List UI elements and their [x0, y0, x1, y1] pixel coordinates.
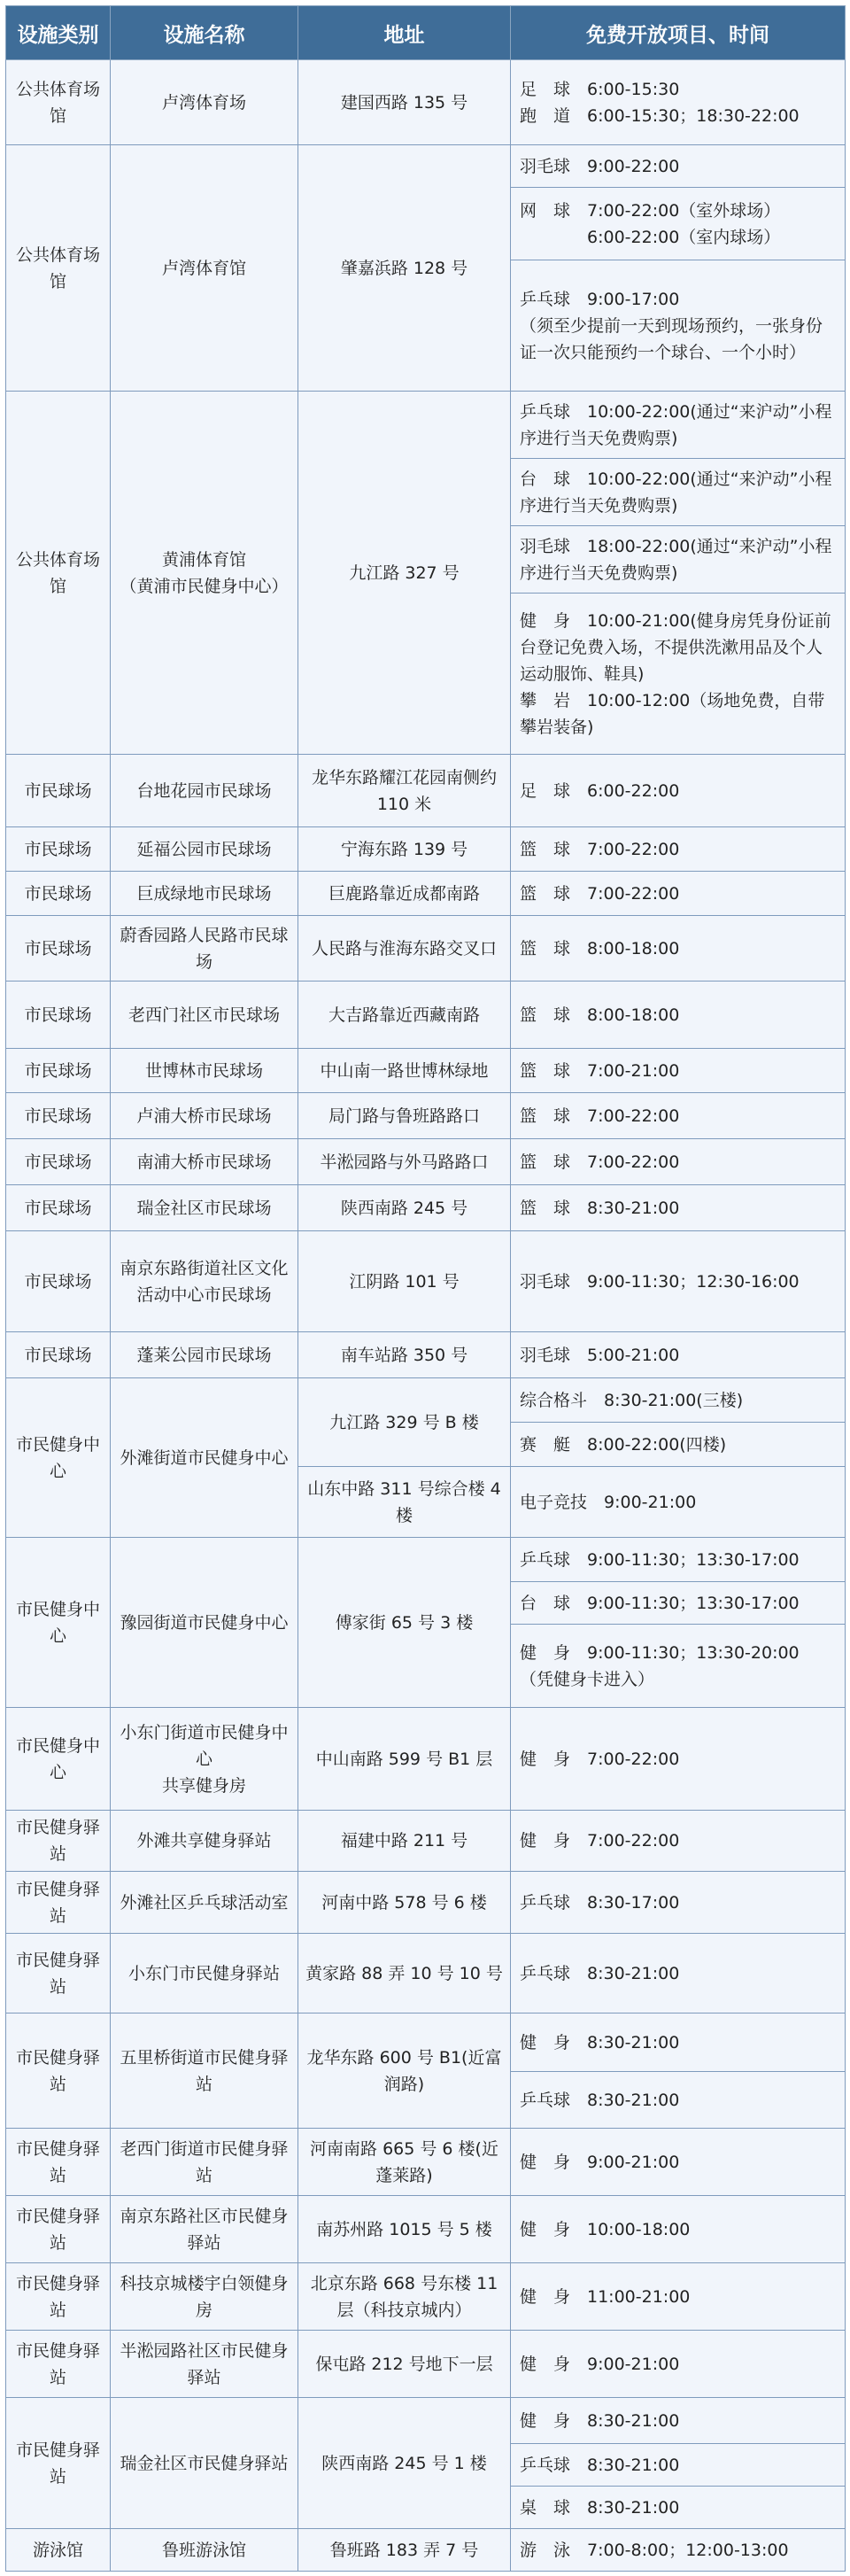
schedule-cell: 乒乓球 8:30-17:00	[511, 1872, 846, 1934]
address-cell: 陕西南路 245 号	[298, 1185, 511, 1231]
facility-name-cell: 外滩社区乒乓球活动室	[111, 1872, 298, 1934]
address-cell: 傅家街 65 号 3 楼	[298, 1538, 511, 1708]
category-cell: 市民健身驿站	[6, 2331, 111, 2398]
schedule-cell: 乒乓球 9:00-11:30；13:30-17:00	[511, 1538, 846, 1582]
schedule-cell: 健 身 10:00-21:00(健身房凭身份证前台登记免费入场，不提供洗漱用品及个人运动服饰、鞋具) 攀 岩 10:00-12:00（场地免费，自带攀岩装备)	[511, 594, 846, 755]
facility-name-cell: 外滩街道市民健身中心	[111, 1378, 298, 1538]
facility-name-cell: 老西门街道市民健身驿站	[111, 2129, 298, 2196]
schedule-cell: 篮 球 7:00-22:00	[511, 1093, 846, 1139]
facility-name-cell: 蓬莱公园市民球场	[111, 1332, 298, 1378]
facility-name-cell: 卢湾体育馆	[111, 145, 298, 392]
schedule-cell: 乒乓球 8:30-21:00	[511, 1934, 846, 2013]
category-cell: 市民球场	[6, 872, 111, 916]
address-cell: 龙华东路耀江花园南侧约 110 米	[298, 755, 511, 827]
address-cell: 中山南一路世博林绿地	[298, 1049, 511, 1093]
address-cell: 局门路与鲁班路路口	[298, 1093, 511, 1139]
facility-name-cell: 巨成绿地市民球场	[111, 872, 298, 916]
schedule-cell: 健 身 9:00-21:00	[511, 2331, 846, 2398]
category-cell: 市民球场	[6, 982, 111, 1049]
address-cell: 北京东路 668 号东楼 11 层（科技京城内）	[298, 2263, 511, 2331]
schedule-cell: 篮 球 8:00-18:00	[511, 916, 846, 982]
category-cell: 公共体育场馆	[6, 392, 111, 755]
facility-name-cell: 外滩共享健身驿站	[111, 1811, 298, 1872]
facility-name-cell: 科技京城楼宇白领健身房	[111, 2263, 298, 2331]
table-row	[6, 2013, 846, 2072]
address-cell: 山东中路 311 号综合楼 4 楼	[298, 1467, 511, 1538]
address-cell: 大吉路靠近西藏南路	[298, 982, 511, 1049]
facility-name-cell: 卢浦大桥市民球场	[111, 1093, 298, 1139]
schedule-cell: 台 球 10:00-22:00(通过“来沪动”小程序进行当天免费购票)	[511, 459, 846, 526]
table-body	[6, 60, 846, 2572]
facility-name-cell: 小东门街道市民健身中心 共享健身房	[111, 1708, 298, 1811]
facility-name-cell: 半淞园路社区市民健身驿站	[111, 2331, 298, 2398]
table-row	[6, 2398, 846, 2444]
schedule-cell: 游 泳 7:00-8:00；12:00-13:00	[511, 2529, 846, 2572]
table-row	[6, 2196, 846, 2263]
category-cell: 公共体育场馆	[6, 60, 111, 145]
table-row	[6, 1378, 846, 1423]
address-cell: 人民路与淮海东路交叉口	[298, 916, 511, 982]
address-cell: 巨鹿路靠近成都南路	[298, 872, 511, 916]
address-cell: 保屯路 212 号地下一层	[298, 2331, 511, 2398]
schedule-cell: 足 球 6:00-22:00	[511, 755, 846, 827]
schedule-cell: 电子竞技 9:00-21:00	[511, 1467, 846, 1538]
table-row	[6, 2263, 846, 2331]
schedule-cell: 篮 球 7:00-22:00	[511, 1139, 846, 1185]
address-cell: 宁海东路 139 号	[298, 827, 511, 872]
schedule-cell: 健 身 9:00-21:00	[511, 2129, 846, 2196]
address-cell: 江阴路 101 号	[298, 1231, 511, 1332]
address-cell: 陕西南路 245 号 1 楼	[298, 2398, 511, 2529]
table-row	[6, 1332, 846, 1378]
facility-name-cell: 瑞金社区市民健身驿站	[111, 2398, 298, 2529]
table-row	[6, 982, 846, 1049]
category-cell: 市民健身驿站	[6, 2263, 111, 2331]
table-row	[6, 392, 846, 459]
category-cell: 市民健身中心	[6, 1708, 111, 1811]
table-row	[6, 1934, 846, 2013]
facility-name-cell: 世博林市民球场	[111, 1049, 298, 1093]
schedule-cell: 足 球 6:00-15:30 跑 道 6:00-15:30；18:30-22:00	[511, 60, 846, 145]
category-cell: 市民球场	[6, 827, 111, 872]
schedule-cell: 乒乓球 9:00-17:00 （须至少提前一天到现场预约，一张身份证一次只能预约一个球台、一个小时）	[511, 260, 846, 392]
table-row	[6, 1811, 846, 1872]
category-cell: 市民球场	[6, 916, 111, 982]
category-cell: 市民健身驿站	[6, 1811, 111, 1872]
address-cell: 肇嘉浜路 128 号	[298, 145, 511, 392]
table-row	[6, 827, 846, 872]
facility-name-cell: 老西门社区市民球场	[111, 982, 298, 1049]
schedule-cell: 健 身 7:00-22:00	[511, 1708, 846, 1811]
schedule-cell: 网 球 7:00-22:00（室外球场） 6:00-22:00（室内球场）	[511, 188, 846, 260]
facility-name-cell: 小东门市民健身驿站	[111, 1934, 298, 2013]
category-cell: 市民健身中心	[6, 1378, 111, 1538]
header-address: 地址	[298, 6, 511, 60]
schedule-cell: 健 身 8:30-21:00	[511, 2398, 846, 2444]
address-cell: 河南中路 578 号 6 楼	[298, 1872, 511, 1934]
address-cell: 半淞园路与外马路路口	[298, 1139, 511, 1185]
table-row	[6, 755, 846, 827]
table-row	[6, 145, 846, 188]
table-row	[6, 2331, 846, 2398]
table-row	[6, 1049, 846, 1093]
category-cell: 市民健身中心	[6, 1538, 111, 1708]
table-row	[6, 2129, 846, 2196]
schedule-cell: 乒乓球 8:30-21:00	[511, 2444, 846, 2487]
schedule-cell: 健 身 10:00-18:00	[511, 2196, 846, 2263]
schedule-cell: 健 身 11:00-21:00	[511, 2263, 846, 2331]
facility-name-cell: 豫园街道市民健身中心	[111, 1538, 298, 1708]
category-cell: 游泳馆	[6, 2529, 111, 2572]
category-cell: 市民球场	[6, 1049, 111, 1093]
schedule-cell: 羽毛球 9:00-22:00	[511, 145, 846, 188]
table-row	[6, 1872, 846, 1934]
category-cell: 市民健身驿站	[6, 2129, 111, 2196]
address-cell: 南苏州路 1015 号 5 楼	[298, 2196, 511, 2263]
category-cell: 市民球场	[6, 1231, 111, 1332]
schedule-cell: 综合格斗 8:30-21:00(三楼)	[511, 1378, 846, 1423]
schedule-cell: 台 球 9:00-11:30；13:30-17:00	[511, 1582, 846, 1625]
facility-name-cell: 鲁班游泳馆	[111, 2529, 298, 2572]
table-row	[6, 1708, 846, 1811]
table-row	[6, 1139, 846, 1185]
address-cell: 鲁班路 183 弄 7 号	[298, 2529, 511, 2572]
address-cell: 龙华东路 600 号 B1(近富润路)	[298, 2013, 511, 2129]
schedule-cell: 羽毛球 9:00-11:30；12:30-16:00	[511, 1231, 846, 1332]
schedule-cell: 健 身 7:00-22:00	[511, 1811, 846, 1872]
table-row	[6, 60, 846, 145]
schedule-cell: 篮 球 7:00-21:00	[511, 1049, 846, 1093]
schedule-cell: 篮 球 7:00-22:00	[511, 827, 846, 872]
schedule-cell: 桌 球 8:30-21:00	[511, 2487, 846, 2529]
schedule-cell: 篮 球 8:30-21:00	[511, 1185, 846, 1231]
table-row	[6, 2529, 846, 2572]
schedule-cell: 篮 球 7:00-22:00	[511, 872, 846, 916]
schedule-cell: 赛 艇 8:00-22:00(四楼)	[511, 1423, 846, 1467]
address-cell: 河南南路 665 号 6 楼(近蓬莱路)	[298, 2129, 511, 2196]
address-cell: 中山南路 599 号 B1 层	[298, 1708, 511, 1811]
category-cell: 市民球场	[6, 1332, 111, 1378]
table-row	[6, 916, 846, 982]
table-row	[6, 1093, 846, 1139]
category-cell: 市民球场	[6, 755, 111, 827]
facility-name-cell: 卢湾体育场	[111, 60, 298, 145]
schedule-cell: 羽毛球 5:00-21:00	[511, 1332, 846, 1378]
schedule-cell: 健 身 9:00-11:30；13:30-20:00 （凭健身卡进入）	[511, 1625, 846, 1708]
schedule-cell: 羽毛球 18:00-22:00(通过“来沪动”小程序进行当天免费购票)	[511, 526, 846, 594]
facility-name-cell: 延福公园市民球场	[111, 827, 298, 872]
address-cell: 福建中路 211 号	[298, 1811, 511, 1872]
table-header-row	[6, 6, 846, 60]
category-cell: 市民球场	[6, 1093, 111, 1139]
facility-name-cell: 台地花园市民球场	[111, 755, 298, 827]
schedule-cell: 篮 球 8:00-18:00	[511, 982, 846, 1049]
schedule-cell: 乒乓球 10:00-22:00(通过“来沪动”小程序进行当天免费购票)	[511, 392, 846, 459]
address-cell: 南车站路 350 号	[298, 1332, 511, 1378]
facility-name-cell: 南京东路街道社区文化活动中心市民球场	[111, 1231, 298, 1332]
header-name: 设施名称	[111, 6, 298, 60]
table-row	[6, 1231, 846, 1332]
header-schedule: 免费开放项目、时间	[511, 6, 846, 60]
category-cell: 市民健身驿站	[6, 1872, 111, 1934]
address-cell: 九江路 327 号	[298, 392, 511, 755]
address-cell: 建国西路 135 号	[298, 60, 511, 145]
facility-table	[5, 5, 846, 2572]
schedule-cell: 健 身 8:30-21:00	[511, 2013, 846, 2072]
category-cell: 市民健身驿站	[6, 2196, 111, 2263]
table-row	[6, 1185, 846, 1231]
facility-name-cell: 南浦大桥市民球场	[111, 1139, 298, 1185]
facility-name-cell: 蔚香园路人民路市民球场	[111, 916, 298, 982]
address-cell: 黄家路 88 弄 10 号 10 号	[298, 1934, 511, 2013]
header-category: 设施类别	[6, 6, 111, 60]
table-row	[6, 1538, 846, 1582]
address-cell: 九江路 329 号 B 楼	[298, 1378, 511, 1467]
facility-name-cell: 南京东路社区市民健身驿站	[111, 2196, 298, 2263]
category-cell: 市民球场	[6, 1139, 111, 1185]
category-cell: 市民健身驿站	[6, 2013, 111, 2129]
facility-name-cell: 五里桥街道市民健身驿站	[111, 2013, 298, 2129]
facility-name-cell: 黄浦体育馆 （黄浦市民健身中心）	[111, 392, 298, 755]
category-cell: 市民健身驿站	[6, 1934, 111, 2013]
table-row	[6, 872, 846, 916]
category-cell: 市民球场	[6, 1185, 111, 1231]
category-cell: 公共体育场馆	[6, 145, 111, 392]
schedule-cell: 乒乓球 8:30-21:00	[511, 2072, 846, 2129]
facility-name-cell: 瑞金社区市民球场	[111, 1185, 298, 1231]
category-cell: 市民健身驿站	[6, 2398, 111, 2529]
